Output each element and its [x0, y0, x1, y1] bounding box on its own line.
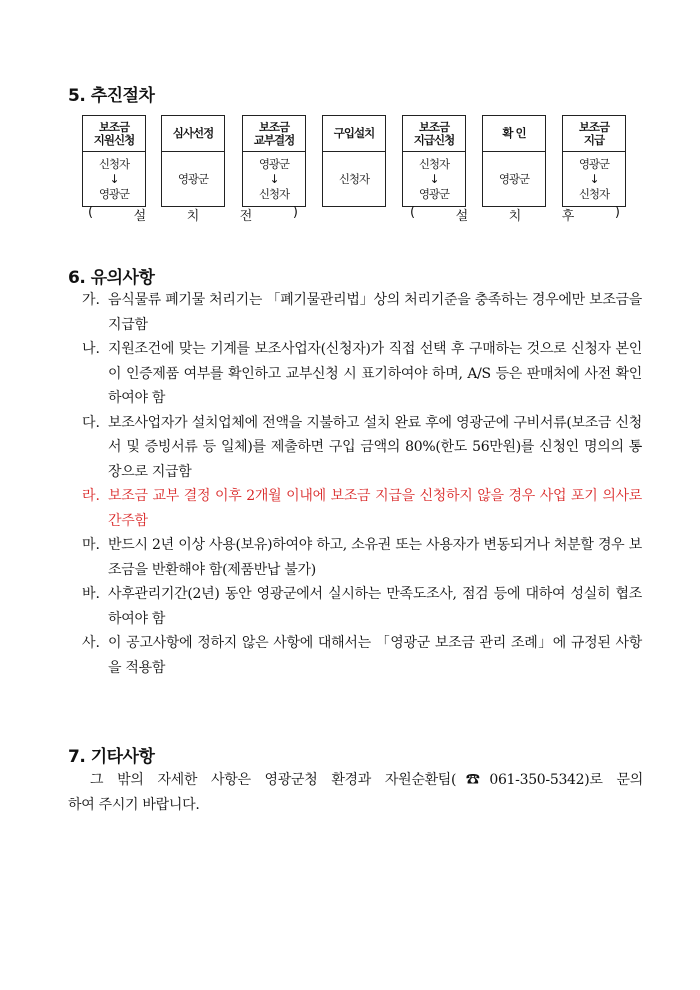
note-text: 이 공고사항에 정하지 않은 사항에 대해서는 「영광군 보조금 관리 조례」에 규정된 사항을 적용함: [108, 635, 642, 676]
step-actor-line: 영광군: [418, 187, 450, 201]
step-title: [563, 116, 625, 152]
phase-char: 설: [455, 209, 469, 224]
section7-title: 7. 기타사항: [68, 747, 155, 767]
phase-before-install: [88, 205, 298, 223]
step-actor-line: 신청자: [578, 187, 610, 201]
contact-paragraph: [68, 768, 643, 818]
step-title: [403, 116, 465, 152]
down-arrow-icon: ↓: [109, 172, 119, 186]
phase-char: 전: [239, 209, 253, 224]
phase-char: 치: [508, 209, 522, 224]
phase-char: 설: [133, 209, 147, 224]
section5-title: 5. 추진절차: [68, 86, 155, 106]
note-text: 사후관리기간(2년) 동안 영광군에서 실시하는 만족도조사, 점검 등에 대하여 성실히 협조하여야 함: [108, 586, 642, 627]
step-title: [323, 116, 385, 152]
down-arrow-icon: ↓: [429, 172, 439, 186]
note-item: [82, 631, 642, 680]
note-marker: 나.: [82, 341, 100, 357]
section6-title: 6. 유의사항: [68, 268, 155, 288]
procedure-step: [161, 115, 225, 207]
step-title: [83, 116, 145, 152]
step-actor: [162, 152, 224, 206]
step-title: [243, 116, 305, 152]
down-arrow-icon: ↓: [589, 172, 599, 186]
step-title-line: 보조금: [258, 119, 290, 134]
note-text: 반드시 2년 이상 사용(보유)하여야 하고, 소유권 또는 사용자가 변동되거나 처분할 경우 보조금을 반환해야 함(제품반납 불가): [108, 537, 642, 578]
step-title-line: 심사선정: [172, 126, 214, 140]
contact-line2: 하여 주시기 바랍니다.: [68, 797, 200, 813]
step-title-line: 구입설치: [333, 126, 375, 140]
note-marker: 다.: [82, 414, 100, 431]
procedure-step: [242, 115, 306, 207]
step-title-line: 지원신청: [93, 132, 135, 147]
step-actor: [83, 152, 145, 206]
step-title-line: 교부결정: [253, 132, 295, 147]
note-text: 음식물류 폐기물 처리기는 「폐기물관리법」상의 처리기준을 충족하는 경우에만 보조금을 지급함: [108, 292, 642, 333]
note-text: 보조금 교부 결정 이후 2개월 이내에 보조금 지급을 신청하지 않을 경우 사업 포기 의사로 간주함: [108, 488, 642, 529]
note-item: [82, 582, 642, 631]
step-actor: [243, 152, 305, 206]
step-actor-line: 영광군: [498, 172, 530, 186]
note-marker: 가.: [82, 292, 100, 308]
phase-after-install: [410, 205, 620, 223]
step-actor: [323, 152, 385, 206]
step-actor-line: 영광군: [578, 157, 610, 171]
note-marker: 바.: [82, 586, 100, 602]
step-actor-line: 영광군: [258, 157, 290, 171]
step-actor-line: 신청자: [98, 157, 130, 171]
down-arrow-icon: ↓: [269, 172, 279, 186]
note-text: 지원조건에 맞는 기계를 보조사업자(신청자)가 직접 선택 후 구매하는 것으로 신청자 본인이 인증제품 여부를 확인하고 교부신청 시 표기하여야 하며, A/S 등은 판매처에 사전 확인하여야 함: [108, 341, 642, 406]
contact-line1: 그 밖의 자세한 사항은 영광군청 환경과 자원순환팀(☎061-350-5342)로 문의: [90, 772, 643, 788]
procedure-step: [562, 115, 626, 207]
step-title-line: 확 인: [502, 126, 526, 140]
note-item: [82, 337, 642, 411]
step-actor: [403, 152, 465, 206]
step-actor: [563, 152, 625, 206]
phase-char: 치: [186, 209, 200, 224]
phase-char: (: [410, 205, 416, 220]
step-title-line: 보조금: [578, 119, 610, 134]
note-marker: 사.: [82, 635, 100, 651]
procedure-step: [82, 115, 146, 207]
phase-char: ): [614, 205, 620, 220]
step-title-line: 지급신청: [413, 132, 455, 147]
step-actor-line: 신청자: [338, 172, 370, 186]
note-marker: 라.: [82, 488, 100, 504]
note-text: 보조사업자가 설치업체에 전액을 지불하고 설치 완료 후에 영광군에 구비서류(보조금 신청서 및 증빙서류 등 일체)를 제출하면 구입 금액의 80%(한도 56만원)를 신청인 명의의 통장으로 지급함: [108, 414, 642, 480]
note-item: [82, 484, 642, 533]
step-title: [483, 116, 545, 152]
note-item: [82, 533, 642, 582]
note-item: [82, 411, 642, 485]
step-actor-line: 영광군: [177, 172, 209, 186]
procedure-step: [482, 115, 546, 207]
phase-char: ): [292, 205, 298, 220]
step-actor-line: 신청자: [258, 187, 290, 201]
step-title: [162, 116, 224, 152]
step-actor-line: 영광군: [98, 187, 130, 201]
step-actor: [483, 152, 545, 206]
phase-char: (: [88, 205, 94, 220]
step-actor-line: 신청자: [418, 157, 450, 171]
procedure-flow: [82, 115, 642, 210]
step-title-line: 보조금: [418, 119, 450, 134]
step-title-line: 보조금: [98, 119, 130, 134]
note-item: [82, 288, 642, 337]
notes-list: [82, 288, 642, 680]
procedure-step: [322, 115, 386, 207]
phase-char: 후: [561, 209, 575, 224]
note-marker: 마.: [82, 537, 100, 553]
step-title-line: 지급: [583, 132, 605, 147]
procedure-step: [402, 115, 466, 207]
